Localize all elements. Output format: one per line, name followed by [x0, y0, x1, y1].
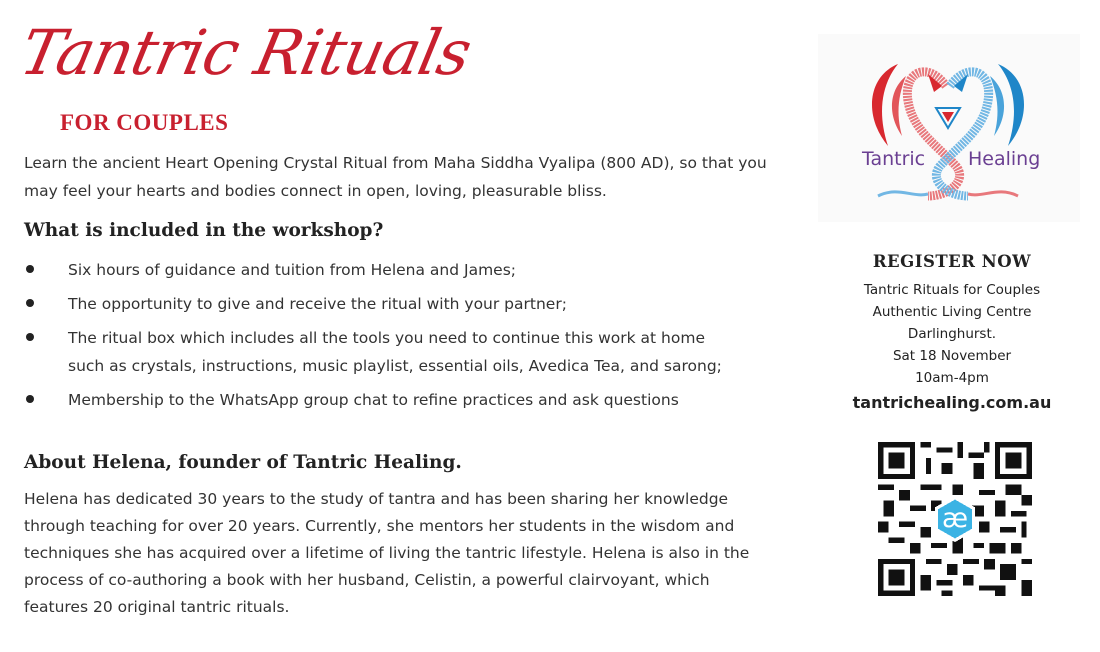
- workshop-heading: What is included in the workshop?: [24, 220, 384, 241]
- page-title: Tantric Rituals: [14, 16, 478, 89]
- bullet-icon: [26, 395, 34, 403]
- list-item: Six hours of guidance and tuition from Helena and James;: [24, 256, 784, 284]
- event-name: Tantric Rituals for Couples: [863, 282, 1041, 298]
- tantric-healing-logo: [818, 34, 1080, 222]
- event-time: 10am-4pm: [915, 370, 989, 386]
- about-heading: About Helena, founder of Tantric Healing.: [24, 452, 462, 473]
- intro-paragraph: Learn the ancient Heart Opening Crystal Ritual from Maha Siddha Vyalipa (800 AD), so that you may feel your hearts and bodies connect in open, loving, pleasurable bliss.: [24, 154, 767, 200]
- logo-word-tantric: Tantric: [862, 148, 926, 170]
- bullet-icon: [26, 265, 34, 273]
- intertwined-dragons-heart-icon: [858, 56, 1041, 206]
- bullet-icon: [26, 333, 34, 341]
- bullet-icon: [26, 299, 34, 307]
- register-section: [830, 252, 1074, 412]
- register-title: REGISTER NOW: [872, 252, 1032, 271]
- website-link[interactable]: tantrichealing.com.au: [852, 393, 1052, 412]
- list-item: The opportunity to give and receive the ritual with your partner;: [24, 290, 784, 318]
- event-date: Sat 18 November: [892, 348, 1012, 364]
- workshop-list: [24, 256, 784, 420]
- page-subtitle: FOR COUPLES: [60, 110, 229, 135]
- title-block: [14, 16, 478, 137]
- list-item: Membership to the WhatsApp group chat to refine practices and ask questions: [24, 386, 784, 414]
- event-venue: Authentic Living Centre: [872, 304, 1032, 320]
- event-suburb: Darlinghurst.: [907, 326, 997, 342]
- logo-word-healing: Healing: [968, 148, 1041, 170]
- qr-code-icon[interactable]: [878, 442, 1032, 596]
- qr-center-logo-icon: æ: [941, 502, 969, 534]
- about-paragraph: Helena has dedicated 30 years to the study of tantra and has been sharing her knowledge through teaching for over 20 years. Currently, she mentors her students in the wisdom and techniques she has acquired over a lifetime of living the tantric lifestyle. Helena is also in the process of co-authoring a book with her husband, Celistin, a powerful clairvoyant, which features 20 original tantric rituals.: [24, 490, 750, 616]
- list-item: The ritual box which includes all the tools you need to continue this work at home such as crystals, instructions, music playlist, essential oils, Avedica Tea, and sarong;: [24, 324, 784, 380]
